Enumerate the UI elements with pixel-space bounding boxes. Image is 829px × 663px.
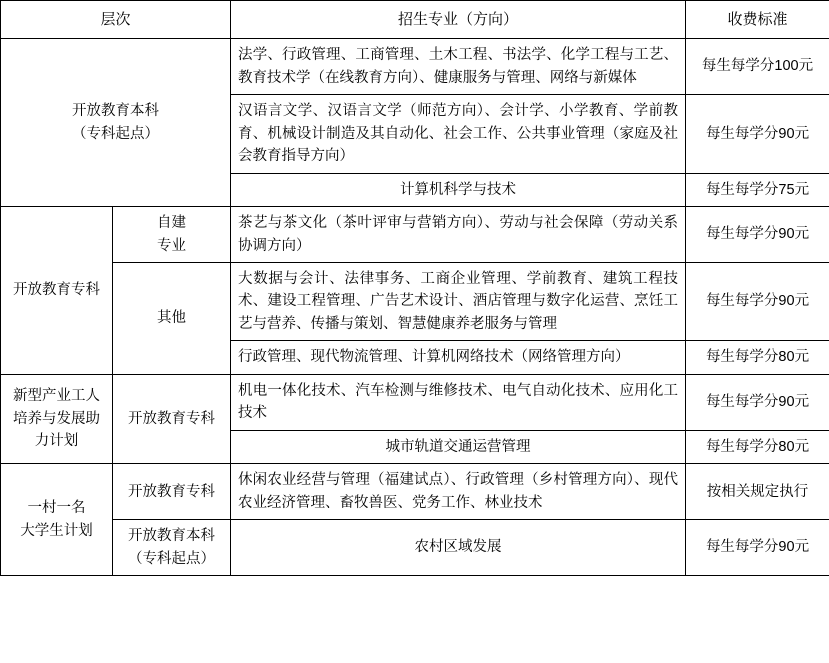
level-label: 开放教育本科 （专科起点） (72, 103, 159, 142)
major-cell: 行政管理、现代物流管理、计算机网络技术（网络管理方向） (231, 341, 686, 374)
table-row (1, 374, 829, 430)
level-cell-new-industrial-workers: 新型产业工人培养与发展助力计划 (1, 374, 113, 463)
fee-cell: 每生每学分100元 (686, 39, 829, 95)
column-header-major: 招生专业（方向） (231, 1, 686, 39)
table-row (1, 207, 829, 263)
column-header-level: 层次 (1, 1, 231, 39)
fee-cell: 每生每学分90元 (686, 374, 829, 430)
sub-level-label: 开放教育本科 （专科起点） (128, 528, 215, 567)
fee-cell: 每生每学分90元 (686, 207, 829, 263)
major-cell: 机电一体化技术、汽车检测与维修技术、电气自动化技术、应用化工技术 (231, 374, 686, 430)
major-cell: 汉语言文学、汉语言文学（师范方向）、会计学、小学教育、学前教育、机械设计制造及其自动化、社会工作、公共事业管理（家庭及社会教育指导方向） (231, 95, 686, 173)
table-header-row (1, 1, 829, 39)
sub-level-cell-undergraduate (113, 520, 231, 576)
sub-level-cell-other: 其他 (113, 263, 231, 375)
major-cell: 大数据与会计、法律事务、工商企业管理、学前教育、建筑工程技术、建设工程管理、广告艺术设计、酒店管理与数字化运营、烹饪工艺与营养、传播与策划、智慧健康养老服务与管理 (231, 263, 686, 341)
fee-cell: 每生每学分90元 (686, 95, 829, 173)
sub-level-cell-self-built (113, 207, 231, 263)
sub-level-cell-college: 开放教育专科 (113, 374, 231, 463)
level-label: 一村一名 大学生计划 (20, 500, 93, 539)
major-cell: 休闲农业经营与管理（福建试点）、行政管理（乡村管理方向）、现代农业经济管理、畜牧兽医、党务工作、林业技术 (231, 464, 686, 520)
table-row (1, 464, 829, 520)
fee-cell: 每生每学分90元 (686, 263, 829, 341)
major-cell: 茶艺与茶文化（茶叶评审与营销方向）、劳动与社会保障（劳动关系协调方向） (231, 207, 686, 263)
sub-level-cell-college: 开放教育专科 (113, 464, 231, 520)
column-header-fee: 收费标准 (686, 1, 829, 39)
fee-cell: 每生每学分80元 (686, 341, 829, 374)
major-cell: 农村区域发展 (231, 520, 686, 576)
level-cell-college: 开放教育专科 (1, 207, 113, 375)
fee-cell: 每生每学分75元 (686, 173, 829, 206)
fee-cell: 每生每学分80元 (686, 430, 829, 463)
sub-level-label: 自建 专业 (157, 215, 186, 254)
table-row (1, 520, 829, 576)
major-cell: 城市轨道交通运营管理 (231, 430, 686, 463)
fee-cell: 按相关规定执行 (686, 464, 829, 520)
level-cell-one-village-one-student (1, 464, 113, 576)
major-cell: 计算机科学与技术 (231, 173, 686, 206)
table-row (1, 39, 829, 95)
table-row (1, 263, 829, 341)
major-cell: 法学、行政管理、工商管理、土木工程、书法学、化学工程与工艺、教育技术学（在线教育方向）、健康服务与管理、网络与新媒体 (231, 39, 686, 95)
fee-cell: 每生每学分90元 (686, 520, 829, 576)
level-cell-undergraduate (1, 39, 231, 207)
